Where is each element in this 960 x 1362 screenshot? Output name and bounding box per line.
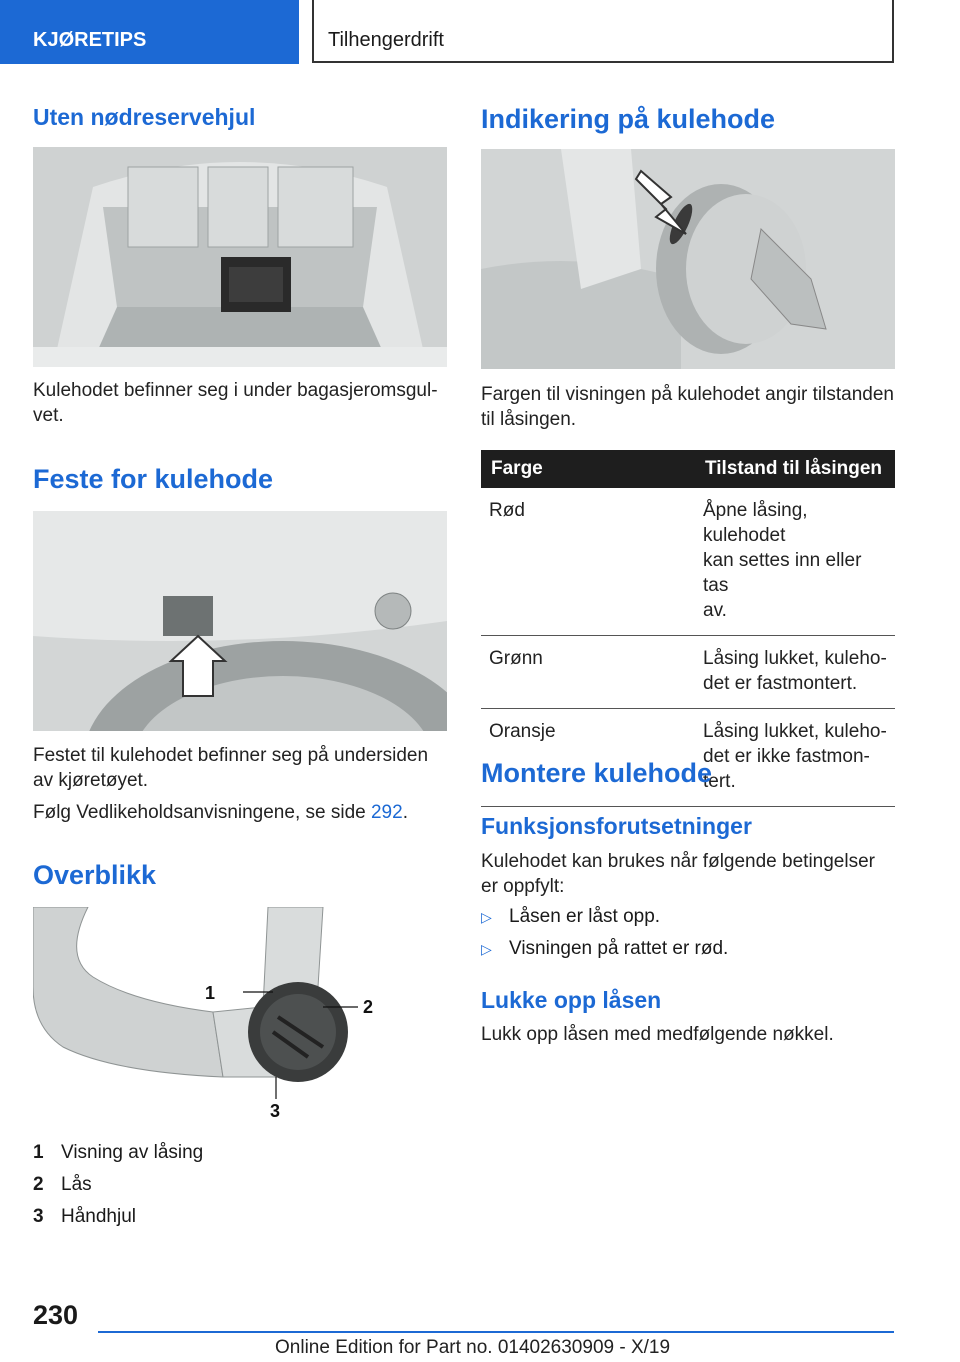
chapter-title: Tilhengerdrift [328, 29, 444, 51]
table-header-row [481, 450, 895, 488]
lock-state-table [481, 450, 895, 807]
para-no-spare: Kulehodet befinner seg i under bagasjeromsgul- vet. [33, 380, 438, 426]
triangle-bullet-icon: ▷ [481, 909, 492, 925]
heading-no-spare: Uten nødreservehjul [33, 104, 256, 130]
page-link[interactable]: 292 [370, 802, 403, 823]
heading-indication: Indikering på kulehode [481, 104, 776, 134]
legend-item: 3 Håndhjul [33, 1206, 136, 1227]
bullet-item: ▷ Låsen er låst opp. [481, 906, 661, 927]
indication-image [481, 149, 895, 369]
callout-1: 1 [205, 983, 216, 1003]
callout-2: 2 [363, 997, 374, 1017]
bullet-item: ▷ Visningen på rattet er rød. [481, 938, 729, 959]
cell-state: Åpne låsing, kulehodet kan settes inn eller tas av. [695, 488, 895, 636]
col-header-color: Farge [481, 450, 695, 488]
para-unlock: Lukk opp låsen med medfølgende nøkkel. [481, 1024, 834, 1045]
footer-divider [98, 1331, 894, 1333]
heading-conditions: Funksjonsforutsetninger [481, 813, 752, 839]
heading-unlock: Lukke opp låsen [481, 987, 662, 1013]
mount-image [33, 511, 447, 731]
para-indication: Fargen til visningen på kulehodet angir tilstanden til låsingen. [481, 384, 894, 430]
cell-color: Grønn [481, 636, 695, 709]
table-row [481, 636, 895, 709]
legend-item: 1 Visning av låsing [33, 1142, 204, 1163]
para-conditions: Kulehodet kan brukes når følgende betingelser er oppfylt: [481, 851, 875, 897]
cell-color: Oransje [481, 709, 695, 807]
cell-color: Rød [481, 488, 695, 636]
heading-mount: Feste for kulehode [33, 464, 274, 494]
section-title: KJØRETIPS [33, 29, 147, 51]
legend-item: 2 Lås [33, 1174, 92, 1195]
heading-overview: Overblikk [33, 860, 157, 890]
chapter-tab [312, 0, 894, 63]
page-number: 230 [33, 1300, 79, 1330]
callout-3: 3 [270, 1101, 281, 1121]
col-header-state: Tilstand til låsingen [695, 450, 895, 488]
heading-install: Montere kulehode [481, 758, 713, 788]
cell-state: Låsing lukket, kuleho- det er ikke fastmon- tert. [695, 709, 895, 807]
cell-state: Låsing lukket, kuleho- det er fastmontert. [695, 636, 895, 709]
table-row [481, 488, 895, 636]
trunk-image [33, 147, 447, 367]
section-tab [0, 0, 299, 64]
triangle-bullet-icon: ▷ [481, 941, 492, 957]
overview-image [33, 907, 447, 1127]
para-mount: Festet til kulehodet befinner seg på undersiden av kjøretøyet. [33, 745, 429, 791]
para-follow: Følg Vedlikeholdsanvisningene, se side 292. [33, 802, 408, 823]
footer-edition: Online Edition for Part no. 01402630909 - X/19 [275, 1337, 671, 1358]
